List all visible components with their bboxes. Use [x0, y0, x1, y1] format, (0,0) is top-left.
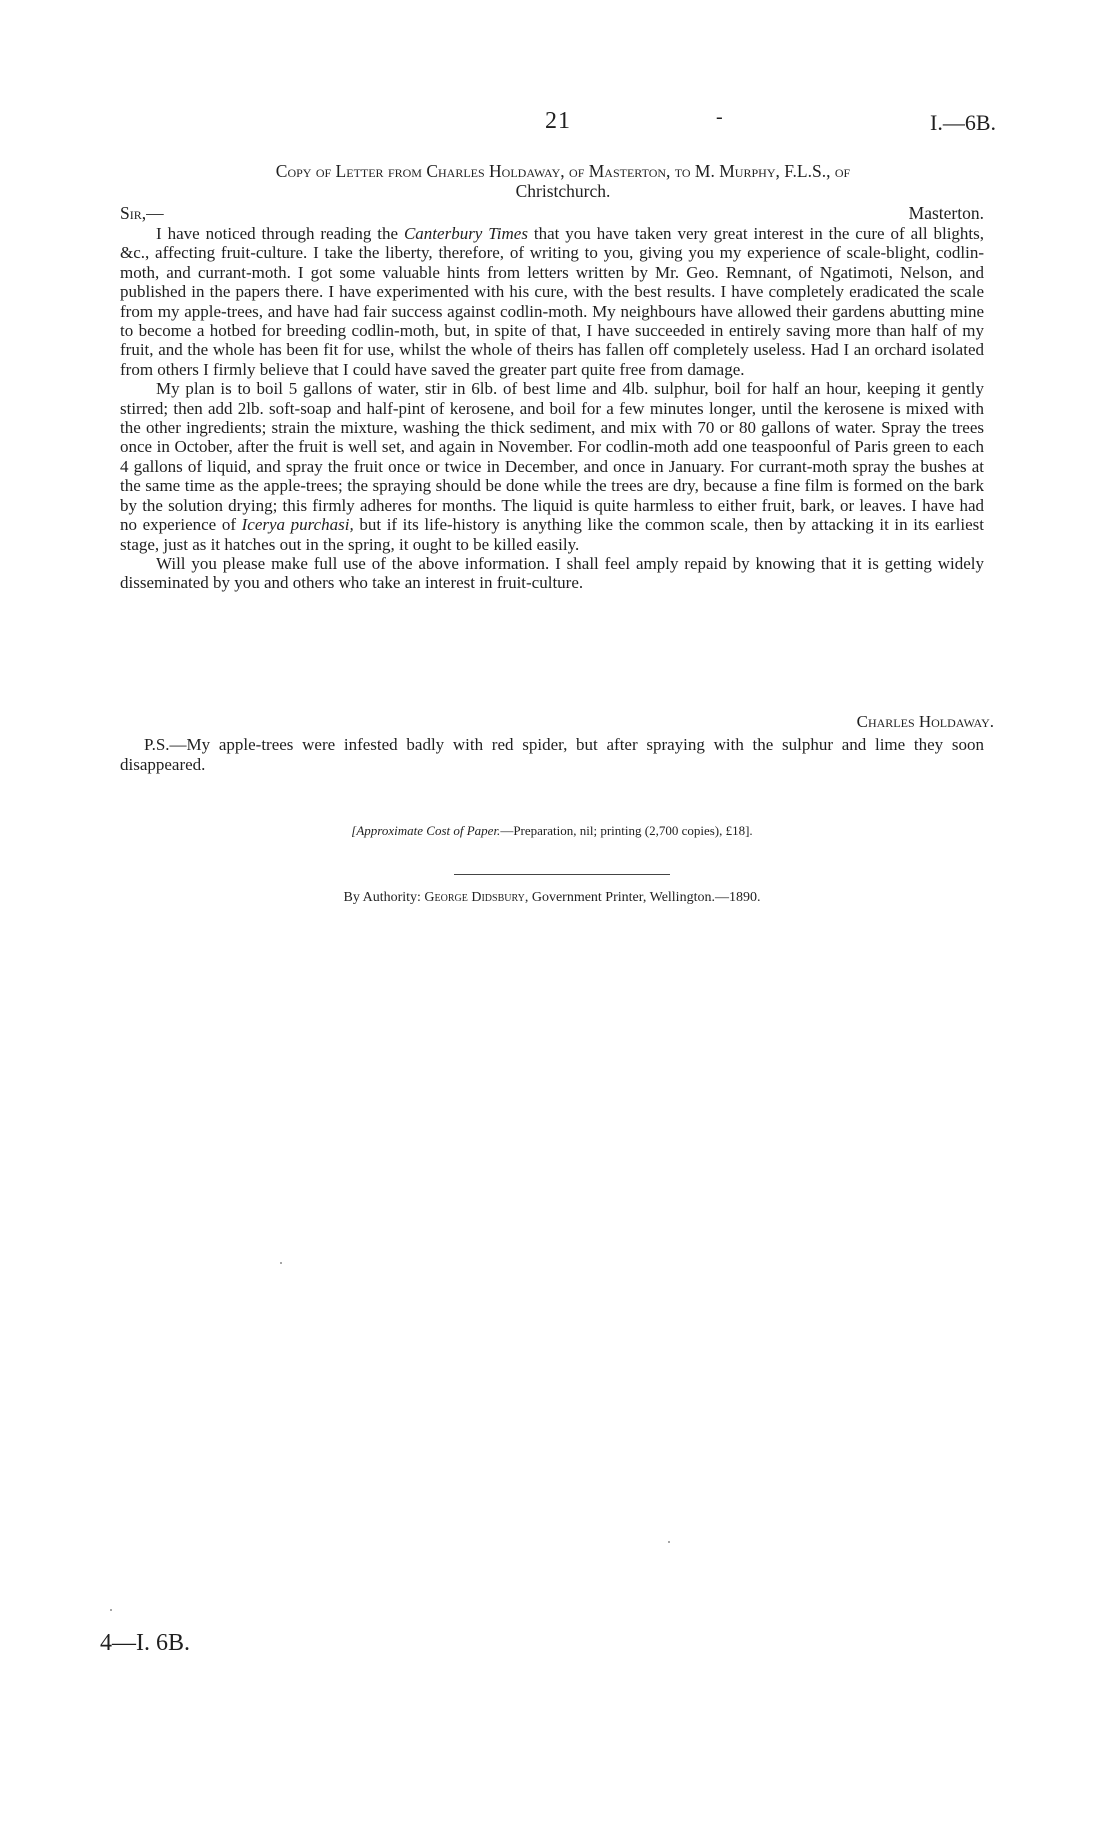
paragraph-2-text-b: but if its life-history is anything like the common scale, then by attacking it in its earliest stage, just as it hatches out in the spring, it ought to be killed easily. [120, 515, 984, 554]
salutation: Sir,— [120, 203, 164, 223]
paragraph-2-italic: Icerya purchasi, [241, 515, 354, 535]
paragraph-1-italic: Canterbury Times [403, 224, 528, 243]
paragraph-1-text-a: I have noticed through reading the [156, 224, 404, 243]
header-mark: - [716, 106, 723, 128]
print-speck [110, 1609, 112, 1611]
authority-suffix: , Government Printer, Wellington.—1890. [524, 890, 761, 905]
salutation-row [120, 203, 984, 223]
authority-prefix: By Authority: [343, 890, 425, 905]
authority-line [120, 890, 984, 906]
cost-note-rest: —Preparation, nil; printing (2,700 copies), £18]. [500, 823, 753, 838]
page-reference: I.—6B. [930, 110, 996, 135]
printer-name: George Didsbury [424, 890, 525, 905]
paragraph-2 [120, 379, 984, 554]
heading-line: Copy of Letter from Charles Holdaway, of Masterton, to M. Murphy, F.L.S., of [275, 161, 851, 181]
postscript [120, 735, 984, 775]
cost-note [120, 823, 984, 839]
divider-rule [454, 874, 670, 875]
paragraph-2-text-a: My plan is to boil 5 gallons of water, stir in 6lb. of best lime and 4lb. sulphur, boil for half an hour, keeping it gently stirred; then add 2lb. soft-soap and half-pint of kerosene, and boil for a few minutes longer, until the kerosene is mixed with the other ingredients; strain the mixture, washing the thick sediment, and mix with 70 or 80 gallons of water. Spray the trees once in October, after the fruit is well set, and again in November. For codlin-moth add one teaspoonful of Paris green to each 4 gallons of liquid, and spray the fruit once or twice in December, and once in January. For currant-moth spray the bushes at the same time as the apple-trees; the spraying should be done while the trees are dry, because a fine film is formed on the bark by the solution drying; this firmly adheres for months. The liquid is quite harmless to either fruit, bark, or leaves. I have had no experience of [120, 379, 984, 535]
paragraph-3 [120, 554, 984, 593]
paragraph-1 [120, 224, 984, 379]
signature-mark: 4—I. 6B. [100, 1630, 190, 1656]
letter-heading [148, 161, 978, 201]
letter-place: Masterton. [908, 203, 984, 223]
heading-place: Christchurch. [515, 181, 611, 201]
page-number: 21 [545, 108, 571, 134]
cost-note-italic: [Approximate Cost of Paper. [351, 823, 501, 838]
letter-body [120, 224, 984, 593]
print-speck [280, 1262, 282, 1264]
print-speck [668, 1541, 670, 1543]
paragraph-3-text-a: Will you please make full use of the above information. I shall feel amply repaid by knowing that it is getting widely disseminated by you and others who take an interest in fruit-culture. [120, 553, 984, 593]
paragraph-1-text-b: that you have taken very great interest in the cure of all blights, &c., affecting fruit-culture. I take the liberty, therefore, of writing to you, giving you my experience of scale-blight, codlin-moth, and currant-moth. I got some valuable hints from letters written by Mr. Geo. Remnant, of Ngatimoti, Nelson, and published in the papers there. I have experimented with his cure, with the best results. I have completely eradicated the scale from my apple-trees, and have had fair success against codlin-moth. My neighbours have allowed their gardens abutting mine to become a hotbed for breeding codlin-moth, but, in spite of that, I have succeeded in entirely saving more than half of my fruit, and the whole has been fit for use, whilst the whole of theirs has fallen off completely useless. Had I an orchard isolated from others I firmly believe that I could have saved the greater part quite free from damage. [120, 224, 985, 379]
signature: Charles Holdaway. [856, 712, 994, 731]
postscript-text: P.S.—My apple-trees were infested badly with red spider, but after spraying with the sulphur and lime they soon disappeared. [120, 735, 984, 774]
